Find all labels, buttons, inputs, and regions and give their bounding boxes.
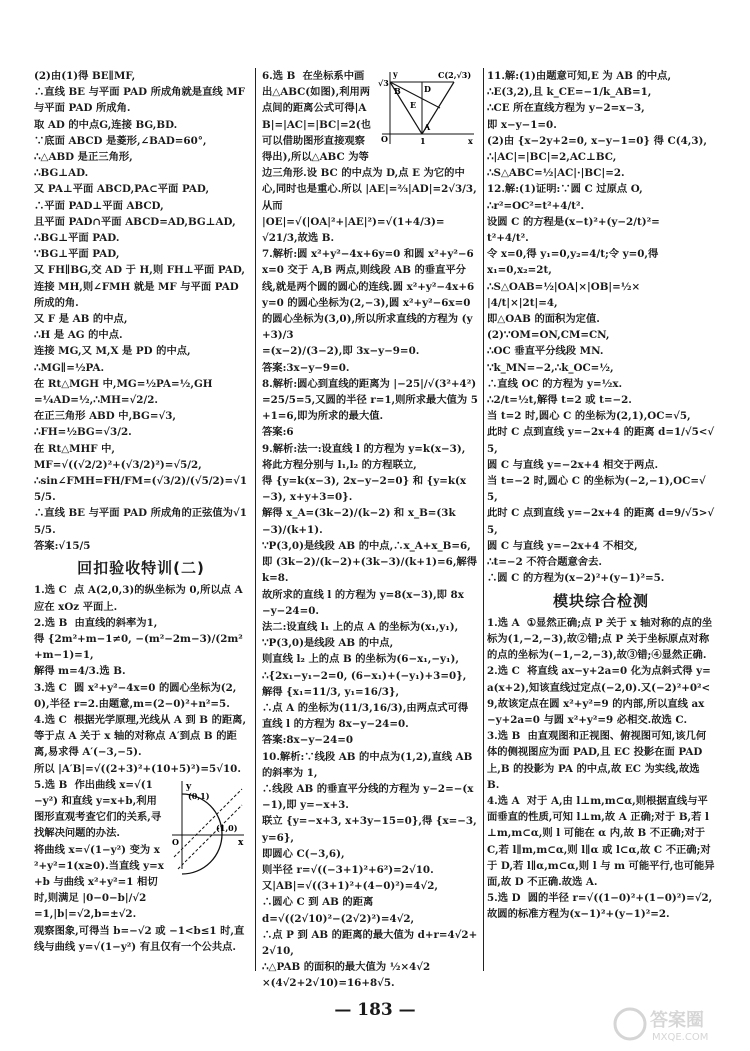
text-line: 即△OAB 的面积为定值.: [487, 313, 600, 326]
figure2-label: B: [394, 86, 401, 96]
text-line: 又|AB|=√((3+1)²+(4−0)²)=4√2,: [262, 880, 438, 893]
text-line: 又 F 是 AB 的中点,: [34, 313, 128, 326]
figure2-label: 1: [420, 136, 426, 146]
text-line: 此时 C 点到直线 y=−2x+4 的距离 d=9/√5>√5,: [487, 507, 715, 536]
text-line: 则半径 r=√((−3+1)²+6²)=2√10.: [262, 863, 434, 876]
semicircle-figure: [168, 777, 248, 873]
watermark-text: 答案圈: [650, 1010, 704, 1031]
figure2-label: D: [424, 84, 431, 94]
text-line: 6.选 B 在坐标系中画出△ABC(如图),利用两点间的距离公式可得|AB|=|AC|=|BC|=2(也可以借助图形直接观察得出),所以△ABC 为等边三角形.设 BC 的中点为 D,点 E 为它的中心,同时也是重心.所以 |AE|=⅔|AD|=2√3/3,从而: [262, 70, 477, 212]
text-line: 故所求的直线 l 的方程为 y=8(x−3),即 8x−y−24=0.: [262, 588, 464, 617]
column-divider: [255, 68, 256, 971]
text-line: 连接 MG,又 M,X 是 PD 的中点,: [34, 345, 191, 358]
text-line: ∴S△OAB=½|OA|×|OB|=½×: [487, 280, 641, 293]
right-column-body-2: [487, 615, 715, 923]
text-line: 且平面 PAD∩平面 ABCD=AD,BG⊥AD,: [34, 215, 236, 228]
text-line: 所以 |A′B|=√((2+3)²+(10+5)²)=5√10.: [34, 762, 241, 775]
right-column-body: [487, 68, 715, 587]
text-line: (2)∵OM=ON,CM=CN,: [487, 329, 610, 342]
text-line: 当 t=−2 时,圆心 C 的坐标为(−2,−1),OC=√5,: [487, 475, 706, 504]
figure1-label: (1,0): [216, 822, 238, 833]
triangle-figure: [378, 68, 478, 148]
text-line: 将此方程分别与 l₁,l₂ 的方程联立,: [262, 458, 417, 471]
section-heading-module-test: 模块综合检测: [552, 591, 649, 610]
text-line: ∴t=−2 不符合题意舍去.: [487, 556, 602, 569]
text-line: 将曲线 x=√(1−y²) 变为 x²+y²=1(x≥0).当直线 y=x+b 与曲线 x²+y²=1 相切时,则满足 |0−0−b|/√2: [34, 843, 164, 905]
text-line: ∴平面 PAD⊥平面 ABCD,: [34, 199, 164, 212]
text-line: ∴FH=½BG=√3/2.: [34, 426, 132, 439]
text-line: 答案:8x−y−24=0: [262, 734, 354, 747]
text-line: ∴H 是 AG 的中点.: [34, 329, 123, 342]
text-line: 在 Rt△MGH 中,MG=½PA=½,GH: [34, 377, 213, 390]
text-line: 在 Rt△MHF 中,: [34, 442, 116, 455]
text-line: 得 {2m²+m−1≠0, −(m²−2m−3)/(2m²+m−1)=1,: [34, 632, 243, 662]
watermark-logo: [612, 1002, 742, 1046]
text-line: ∴BG⊥AD.: [34, 167, 89, 180]
left-column: [34, 68, 248, 971]
page-number: — 183 —: [334, 1000, 416, 1020]
text-line: 4.选 A 对于 A,由 l⊥m,m⊂α,则根据直线与平面垂直的性质,可知 l⊥m,故 A 正确;对于 B,若 l⊥m,m⊂α,则 l 可能在 α 内,故 B 不正确;对于 C,若 l∥m,m⊂α,则 l∥α 或 l⊂α,故 C 不正确;对于 D,若 l∥α,m⊂α,则 l 与 m 可能平行,也可能异面,故 D 不正确.故选 A.: [487, 794, 715, 888]
text-line: 1.选 A ①显然正确;点 P 关于 x 轴对称的点的坐标为(1,−2,−3),故②错;点 P 关于坐标原点对称的点的坐标为(−1,−2,−3),故③错;④显然正确.: [487, 616, 713, 662]
text-line: x₁=0,x₂=2t,: [487, 264, 552, 277]
column-divider: [483, 68, 484, 971]
text-line: 当 t=2 时,圆心 C 的坐标为(2,1),OC=√5,: [487, 410, 691, 423]
text-line: (2)由(1)得 BE∥MF,: [34, 70, 136, 82]
text-line: ∴线段 AB 的垂直平分线的方程为 y−2=−(x−1),即 y=−x+3.: [262, 782, 474, 812]
figure2-label: √3: [378, 78, 389, 88]
text-line: 令 x=0,得 y₁=0,y₂=4/t;令 y=0,得: [487, 248, 659, 261]
text-line: ∴{2x₁−y₁−2=0, (6−x₁)+(−y₁)+3=0},: [262, 669, 467, 682]
text-line: ∵底面 ABCD 是菱形,∠BAD=60°,: [34, 134, 207, 147]
text-line: ∵k_MN=−2,∴k_OC=½,: [487, 361, 614, 374]
text-line: ∵BG⊥平面 PAD,: [34, 248, 120, 261]
text-line: 10.解析:∵线段 AB 的中点为(1,2),直线 AB 的斜率为 1,: [262, 750, 476, 779]
section-heading-review-2: 回扣验收特训(二): [77, 559, 205, 578]
figure2-label: A: [424, 122, 431, 132]
figure1-label: y: [186, 781, 192, 792]
text-line: t²+4/t².: [487, 232, 529, 245]
text-line: =(x−2)/(3−2),即 3x−y−9=0.: [262, 345, 420, 358]
text-line: (2)由 {x−2y+2=0, x−y−1=0} 得 C(4,3),: [487, 134, 707, 147]
text-line: ∴△ABD 是正三角形,: [34, 151, 133, 164]
figure2-label: y: [393, 69, 398, 79]
text-line: ×(4√2+2√10)=16+8√5.: [262, 977, 395, 990]
text-line: 8.解析:圆心到直线的距离为 |−25|/√(3²+4²): [262, 377, 477, 390]
figure2-label: O: [381, 134, 388, 144]
text-line: =1,|b|=√2,b=±√2.: [34, 908, 137, 921]
text-line: 联立 {y=−x+3, x+3y−15=0},得 {x=−3, y=6},: [262, 815, 481, 844]
text-line: ∴|AC|=|BC|=2,AC⊥BC,: [487, 151, 617, 164]
text-line: 答案:6: [262, 426, 294, 439]
text-line: 则直线 l₂ 上的点 B 的坐标为(6−x₁,−y₁),: [262, 653, 459, 666]
text-line: ∴直线 OC 的方程为 y=½x.: [487, 377, 623, 390]
text-line: 又 FH∥BG,交 AD 于 H,则 FH⊥平面 PAD,连接 MH,则∠FMH 就是 MF 与平面 PAD 所成的角.: [34, 264, 245, 309]
text-line: 5.选 D 圆的半径 r=√((1−0)²+(1−0)²)=√2,故圆的标准方程为(x−1)²+(y−1)²=2.: [487, 892, 713, 921]
text-line: ∴圆心 C 到 AB 的距离: [262, 896, 374, 909]
text-line: 4.选 C 根据光学原理,光线从 A 到 B 的距离,等于点 A 关于 x 轴的对称点 A′到点 B 的距离,易求得 A′(−3,−5).: [34, 713, 247, 759]
right-column: [487, 68, 715, 971]
text-line: 5.选 B 作出曲线 x=√(1−y²) 和直线 y=x+b,利用图形直观考查它们的关系,寻找解决问题的办法.: [34, 778, 162, 840]
text-line: ∴直线 BE 与平面 PAD 所成角的正弦值为√15/5.: [34, 507, 247, 536]
text-line: 解得 x_A=(3k−2)/(k−2) 和 x_B=(3k−3)/(k+1).: [262, 507, 456, 536]
text-line: √21/3,故选 B.: [262, 232, 335, 245]
text-line: ∴直线 BE 与平面 PAD 所成角就是直线 MF 与平面 PAD 所成角.: [34, 86, 249, 115]
text-line: 解得 m=4/3.选 B.: [34, 665, 126, 678]
text-line: ∴BG⊥平面 PAD.: [34, 232, 120, 245]
text-line: 即 x−y−1=0.: [487, 118, 557, 131]
watermark-subtext: MXQE.COM: [652, 1032, 709, 1043]
text-line: MF=√((√2/2)²+(√3/2)²)=√5/2,: [34, 458, 202, 471]
text-line: 3.选 C 圆 x²+y²−4x=0 的圆心坐标为(2,0),半径 r=2.由题意,m=(2−0)²+n²=5.: [34, 681, 237, 710]
text-line: 圆 C 与直线 y=−2x+4 不相交,: [487, 539, 638, 552]
text-line: 1.选 C 点 A(2,0,3)的纵坐标为 0,所以点 A 应在 xOz 平面上.: [34, 584, 247, 613]
text-line: 在正三角形 ABD 中,BG=√3,: [34, 410, 176, 423]
text-line: 取 AD 的中点G,连接 BG,BD.: [34, 118, 178, 131]
text-line: 得 {y=k(x−3), 2x−y−2=0} 和 {y=k(x−3), x+y+3=0}.: [262, 475, 467, 504]
figure1-label: O: [172, 836, 179, 847]
figure1-label: (0,1): [188, 790, 210, 801]
text-line: ∵P(3,0)是线段 AB 的中点,∴x_A+x_B=6,: [262, 539, 471, 552]
text-line: ∴OC 垂直平分线段 MN.: [487, 345, 604, 358]
text-line: 11.解:(1)由题意可知,E 为 AB 的中点,: [487, 70, 672, 82]
text-line: 又 PA⊥平面 ABCD,PA⊂平面 PAD,: [34, 183, 210, 196]
text-line: 答案:3x−y−9=0.: [262, 361, 350, 374]
text-line: |4/t|×|2t|=4,: [487, 296, 558, 309]
text-line: 法二:设直线 l₁ 上的点 A 的坐标为(x₁,y₁),: [262, 620, 459, 633]
text-line: ∵P(3,0)是线段 AB 的中点,: [262, 637, 394, 650]
figure2-label: E: [410, 100, 417, 110]
text-line: 圆 C 与直线 y=−2x+4 相交于两点.: [487, 458, 659, 471]
figure1-label: x: [238, 837, 244, 848]
text-line: ∴E(3,2),且 k_CE=−1/k_AB=1,: [487, 86, 652, 99]
text-line: ∴圆 C 的方程为(x−2)²+(y−1)²=5.: [487, 572, 665, 585]
text-line: 观察图象,可得当 b=−√2 或 −1<b≤1 时,直线与曲线 y=√(1−y²) 有且仅有一个公共点.: [34, 924, 245, 953]
text-line: 设圆 C 的方程是(x−t)²+(y−2/t)²=: [487, 215, 660, 228]
text-line: ∴点 A 的坐标为(11/3,16/3),由两点式可得直线 l 的方程为 8x−y−24=0.: [262, 701, 469, 731]
text-line: =25/5=5,又圆的半径 r=1,则所求最大值为 5+1=6,即为所求的最大值.: [262, 394, 478, 423]
figure2-label: x: [468, 136, 473, 146]
text-line: 即 (3k−2)/(k−2)+(3k−3)/(k+1)=6,解得 k=8.: [262, 556, 481, 585]
text-line: ∴CE 所在直线方程为 y−2=x−3,: [487, 102, 645, 115]
text-line: d=√((2√10)²−(2√2)²)=4√2,: [262, 912, 415, 925]
text-line: ∴△PAB 的面积的最大值为 ½×4√2: [262, 961, 431, 974]
text-line: 解得 {x₁=11/3, y₁=16/3},: [262, 685, 400, 698]
text-line: ∴sin∠FMH=FH/FM=(√3/2)/(√5/2)=√15/5.: [34, 475, 248, 504]
text-line: 3.选 B 由直观图和正视图、俯视图可知,该几何体的侧视图应为面 PAD,且 EC 投影在面 PAD 上,B 的投影为 PA 的中点,故 EC 为实线,故选 B.: [487, 730, 707, 791]
text-line: ∴2/t=½t,解得 t=2 或 t=−2.: [487, 394, 632, 407]
text-line: 2.选 C 将直线 ax−y+2a=0 化为点斜式得 y=a(x+2),知该直线过定点(−2,0).又(−2)²+0²<9,故该定点在圆 x²+y²=9 的内部,所以直线 ax−y+2a=0 与圆 x²+y²=9 必相交.故选 C.: [487, 665, 711, 726]
text-line: ∴S△ABC=½|AC|·|BC|=2.: [487, 167, 625, 180]
figure2-label: C(2,√3): [438, 70, 472, 80]
middle-column: [262, 68, 481, 990]
text-line: 此时 C 点到直线 y=−2x+4 的距离 d=1/√5<√5,: [487, 426, 715, 455]
text-line: |OE|=√(|OA|²+|AE|²)=√(1+4/3)=: [262, 215, 445, 228]
left-column-body-2: [34, 582, 248, 955]
left-column-body: [34, 68, 248, 554]
text-line: 12.解:(1)证明:∵圆 C 过原点 O,: [487, 183, 643, 196]
text-line: ∴r²=OC²=t²+4/t².: [487, 199, 585, 212]
text-line: 答案:√15/5: [34, 539, 91, 552]
text-line: 7.解析:圆 x²+y²−4x+6y=0 和圆 x²+y²−6x=0 交于 A,B 两点,则线段 AB 的垂直平分线,就是两个圆的圆心的连线.圆 x²+y²−4x+6y=0 的圆心坐标为(2,−3),圆 x²+y²−6x=0 的圆心坐标为(3,0),所以所求直线的方程为 (y+3)/3: [262, 248, 475, 342]
text-line: ∴点 P 到 AB 的距离的最大值为 d+r=4√2+2√10,: [262, 928, 478, 957]
text-line: =¼AD=½,∴MH=√2/2.: [34, 394, 158, 407]
middle-column-body: [262, 68, 481, 992]
text-line: 即圆心 C(−3,6),: [262, 847, 345, 860]
text-line: ∴MG∥=½PA.: [34, 361, 105, 374]
text-line: 2.选 B 由直线的斜率为1,: [34, 616, 158, 629]
text-line: 9.解析:法一:设直线 l 的方程为 y=k(x−3),: [262, 442, 466, 455]
